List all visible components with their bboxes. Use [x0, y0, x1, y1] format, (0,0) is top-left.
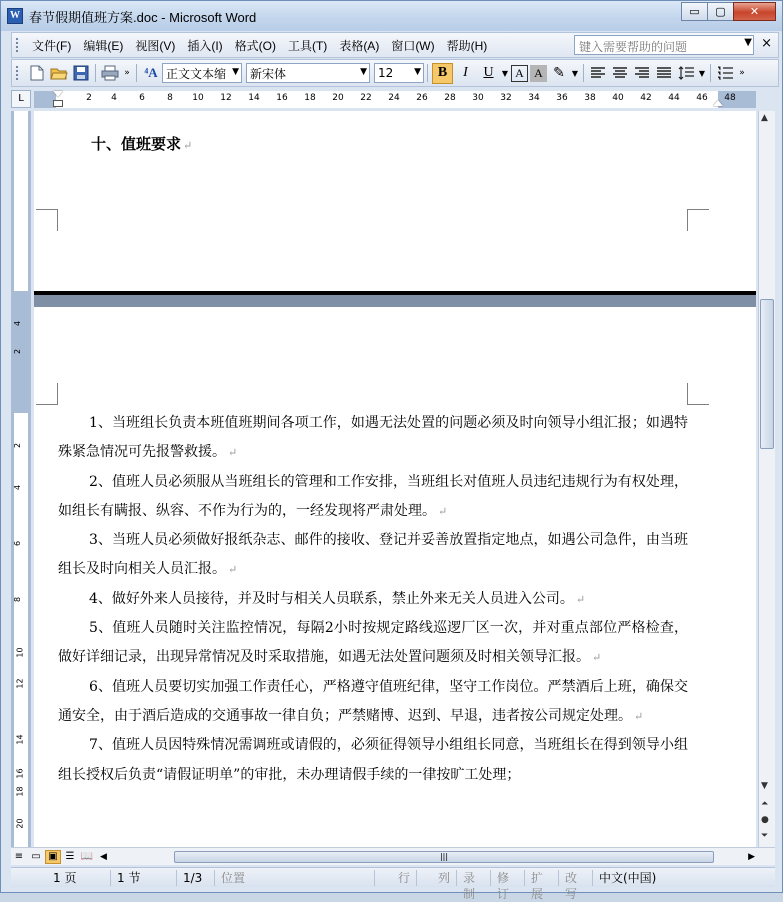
ruler-tick: 8 — [13, 596, 23, 603]
styles-pane-icon[interactable]: ⁴A — [144, 65, 158, 80]
style-select-value: 正文文本缩 — [166, 66, 227, 81]
ruler-tick: 10 — [192, 93, 204, 103]
ruler-tick: 2 — [86, 93, 92, 103]
right-indent-marker[interactable] — [713, 100, 723, 106]
underline-dropdown-icon[interactable]: ▼ — [501, 68, 509, 78]
paragraph-mark: ↵ — [438, 504, 448, 518]
scroll-right-icon[interactable]: ▶ — [748, 851, 755, 862]
underline-button[interactable]: U — [483, 65, 494, 80]
paragraph-text: 7、值班人员因特殊情况需调班或请假的，必须征得领导小组组长同意，当班组长在得到领导小组组长授权后负责“请假证明单”的审批，未办理请假手续的一律按旷工处理； — [58, 737, 688, 783]
paragraph — [58, 673, 688, 732]
justify-icon[interactable] — [654, 63, 674, 83]
menu-view[interactable]: 视图(V) — [135, 38, 176, 53]
status-track-changes[interactable]: 修订 — [491, 870, 525, 886]
font-size-select[interactable] — [374, 63, 424, 83]
margin-corner-mark — [36, 209, 58, 231]
horizontal-ruler[interactable] — [34, 91, 756, 108]
paragraph-text: 2、值班人员必须服从当班组长的管理和工作安排，当班组长对值班人员违纪违规行为有权处理，如组长有瞒报、纵容、不作为行为的，一经发现将严肃处理。 — [58, 473, 688, 519]
ruler-tick: 46 — [696, 93, 708, 103]
scroll-up-icon[interactable]: ▲ — [761, 113, 768, 123]
line-spacing-icon[interactable] — [676, 63, 696, 83]
ruler-tick: 20 — [15, 818, 25, 829]
paragraph-mark: ↵ — [634, 709, 644, 723]
menubar-grip-handle[interactable] — [15, 37, 20, 53]
menu-window[interactable]: 窗口(W) — [391, 38, 435, 53]
print-layout-view-icon[interactable]: ▣ — [45, 850, 61, 864]
next-page-icon[interactable]: ⏷ — [761, 831, 769, 841]
ruler-tick: 14 — [15, 734, 25, 745]
vertical-ruler[interactable] — [11, 111, 31, 847]
style-select[interactable] — [162, 63, 242, 83]
bold-button[interactable]: B — [432, 63, 453, 84]
ruler-tick: 38 — [584, 93, 596, 103]
menu-tools[interactable]: 工具(T) — [287, 38, 328, 53]
ruler-tick: 22 — [360, 93, 372, 103]
status-page-of: 1/3 — [177, 870, 215, 886]
reading-layout-view-icon[interactable]: 📖 — [80, 851, 94, 862]
font-select-value: 新宋体 — [250, 66, 287, 81]
ruler-tick: 16 — [15, 768, 25, 779]
chevron-down-icon: ▼ — [414, 67, 421, 77]
toolbar-separator — [583, 64, 584, 82]
chevron-down-icon: ▼ — [360, 67, 367, 77]
ruler-tick: 6 — [139, 93, 145, 103]
ruler-tick: 20 — [332, 93, 344, 103]
ruler-tick: 30 — [472, 93, 484, 103]
italic-button[interactable]: I — [463, 65, 468, 80]
paragraph-text: 4、做好外来人员接待，并及时与相关人员联系，禁止外来无关人员进入公司。 — [89, 590, 574, 607]
ruler-tick: 2 — [13, 442, 23, 449]
page-break-gap — [34, 291, 756, 307]
toolbar-separator — [710, 64, 711, 82]
menu-insert[interactable]: 插入(I) — [187, 38, 223, 53]
scroll-left-icon[interactable]: ◀ — [100, 851, 107, 862]
ruler-tick: 12 — [220, 93, 232, 103]
ruler-tick: 12 — [15, 678, 25, 689]
hanging-indent-marker[interactable] — [53, 100, 63, 107]
help-dropdown-icon[interactable]: ▼ — [744, 37, 752, 48]
minimize-button[interactable] — [681, 2, 708, 21]
ruler-tick: 44 — [668, 93, 680, 103]
margin-corner-mark — [687, 209, 709, 231]
char-shading-button[interactable]: A — [530, 65, 547, 82]
margin-corner-mark — [687, 383, 709, 405]
status-line: 行 — [375, 870, 417, 886]
status-record-macro[interactable]: 录制 — [457, 870, 491, 886]
toolbar-options-icon[interactable]: » — [739, 68, 745, 78]
menu-help[interactable]: 帮助(H) — [446, 38, 488, 53]
ruler-tick: 36 — [556, 93, 568, 103]
ruler-tick: 24 — [388, 93, 400, 103]
ruler-tick: 18 — [15, 786, 25, 797]
ruler-top-area — [14, 111, 28, 291]
ruler-tick: 16 — [276, 93, 288, 103]
ruler-text-area — [14, 413, 28, 847]
status-position: 位置 — [215, 870, 375, 886]
numbering-icon[interactable] — [715, 63, 735, 83]
paragraph-mark: ↵ — [592, 651, 602, 665]
ruler-tick: 32 — [500, 93, 512, 103]
close-button[interactable] — [733, 2, 776, 21]
web-layout-view-icon[interactable]: ▭ — [31, 851, 41, 862]
save-icon[interactable] — [71, 63, 91, 83]
ruler-tick: 28 — [444, 93, 456, 103]
menu-edit[interactable]: 编辑(E) — [83, 38, 124, 53]
print-icon[interactable] — [100, 63, 120, 83]
toolbar-separator — [95, 64, 96, 82]
open-folder-icon[interactable] — [49, 63, 69, 83]
vertical-scroll-thumb[interactable] — [760, 299, 774, 449]
browse-object-icon[interactable]: ● — [761, 815, 769, 825]
paragraph-mark: ↵ — [183, 139, 193, 152]
toolbar-separator — [427, 64, 428, 82]
previous-page-icon[interactable]: ⏶ — [761, 799, 769, 809]
ruler-tick: 4 — [111, 93, 117, 103]
paragraph — [58, 526, 688, 585]
close-icon: ✕ — [749, 5, 760, 18]
document-area[interactable] — [34, 111, 756, 847]
paragraph-text: 3、当班人员必须做好报纸杂志、邮件的接收、登记并妥善放置指定地点，如遇公司急件，由当班组长及时向相关人员汇报。 — [58, 532, 688, 578]
center-icon[interactable] — [610, 63, 630, 83]
section-heading — [91, 133, 192, 154]
ruler-tick: 8 — [167, 93, 173, 103]
status-bar — [11, 867, 775, 901]
ruler-tick: 4 — [13, 484, 23, 491]
ruler-tick: 34 — [528, 93, 540, 103]
document-close-icon[interactable]: × — [761, 36, 772, 51]
paragraph-text: 5、值班人员随时关注监控情况，每隔2小时按规定路线巡逻厂区一次，并对重点部位严格检查，做好详细记录，出现异常情况及时采取措施，如遇无法处置问题须及时相关领导汇报。 — [58, 620, 688, 666]
highlight-icon[interactable]: ✎ — [553, 65, 565, 81]
formatting-toolbar — [11, 59, 779, 87]
word-app-icon[interactable]: W — [7, 8, 23, 24]
tab-selector[interactable]: L — [11, 90, 31, 108]
title-bar[interactable] — [1, 1, 782, 31]
chevron-down-icon: ▼ — [232, 67, 239, 77]
document-body[interactable] — [58, 409, 688, 790]
ruler-tick: 14 — [248, 93, 260, 103]
highlight-dropdown-icon[interactable]: ▼ — [571, 68, 579, 78]
align-right-icon[interactable] — [632, 63, 652, 83]
menu-file[interactable]: 文件(F) — [32, 38, 72, 53]
menu-table[interactable]: 表格(A) — [339, 38, 380, 53]
horizontal-scroll-thumb[interactable]: ||| — [174, 851, 714, 863]
ruler-tick: 6 — [13, 540, 23, 547]
normal-view-icon[interactable]: ≡ — [14, 851, 24, 862]
status-extend[interactable]: 扩展 — [525, 870, 559, 886]
status-page: 1 页 — [11, 870, 111, 886]
status-section: 1 节 — [111, 870, 177, 886]
menu-bar — [11, 32, 779, 58]
help-search-input[interactable]: 键入需要帮助的问题 — [574, 35, 754, 55]
toolbar-separator — [136, 64, 137, 82]
ruler-tick: 26 — [416, 93, 428, 103]
paragraph-text: 6、值班人员要切实加强工作责任心，严格遵守值班纪律，坚守工作岗位。严禁酒后上班，确保交通安全，由于酒后造成的交通事故一律自负；严禁赌博、迟到、早退，违者按公司规定处理。 — [58, 678, 688, 724]
align-left-icon[interactable] — [588, 63, 608, 83]
status-overtype[interactable]: 改写 — [559, 870, 593, 886]
scroll-down-icon[interactable]: ▼ — [761, 781, 768, 791]
toolbar-grip-handle[interactable] — [15, 65, 20, 81]
paragraph-text: 1、当班组长负责本班值班期间各项工作，如遇无法处置的问题必须及时向领导小组汇报；如遇特殊紧急情况可先报警救援。 — [58, 415, 688, 461]
paragraph-mark: ↵ — [575, 592, 586, 606]
window-controls — [682, 2, 776, 21]
maximize-button[interactable] — [707, 2, 734, 21]
paragraph — [58, 468, 688, 527]
paragraph-mark: ↵ — [228, 446, 238, 460]
ruler-tick: 4 — [13, 320, 23, 327]
ruler-tick: 40 — [612, 93, 624, 103]
toolbar-options-icon[interactable]: » — [124, 68, 130, 78]
font-select[interactable] — [246, 63, 370, 83]
paragraph — [58, 731, 688, 790]
paragraph — [58, 614, 688, 673]
ruler-tick: 48 — [724, 93, 736, 103]
vertical-scrollbar[interactable] — [758, 111, 775, 847]
paragraph — [58, 585, 688, 614]
outline-view-icon[interactable]: ☰ — [65, 851, 75, 862]
window-title: 春节假期值班方案.doc - Microsoft Word — [29, 9, 257, 25]
status-column: 列 — [417, 870, 457, 886]
status-language[interactable]: 中文(中国) — [599, 870, 657, 885]
new-document-icon[interactable] — [27, 63, 47, 83]
ruler-tick: 2 — [13, 348, 23, 355]
margin-corner-mark — [36, 383, 58, 405]
minimize-icon: ▭ — [689, 5, 700, 18]
font-size-value: 12 — [378, 66, 394, 80]
line-spacing-dropdown-icon[interactable]: ▼ — [698, 68, 706, 78]
ruler-tick: 10 — [15, 647, 25, 658]
menu-format[interactable]: 格式(O) — [234, 38, 276, 53]
heading-text: 十、值班要求 — [91, 135, 182, 153]
paragraph-mark: ↵ — [228, 563, 238, 577]
char-border-button[interactable]: A — [511, 65, 528, 82]
horizontal-scrollbar-row — [11, 847, 775, 865]
maximize-icon: ▢ — [715, 5, 726, 18]
ruler-tick: 42 — [640, 93, 652, 103]
first-line-indent-marker[interactable] — [53, 91, 63, 97]
ruler-tick: 18 — [304, 93, 316, 103]
paragraph — [58, 409, 688, 468]
